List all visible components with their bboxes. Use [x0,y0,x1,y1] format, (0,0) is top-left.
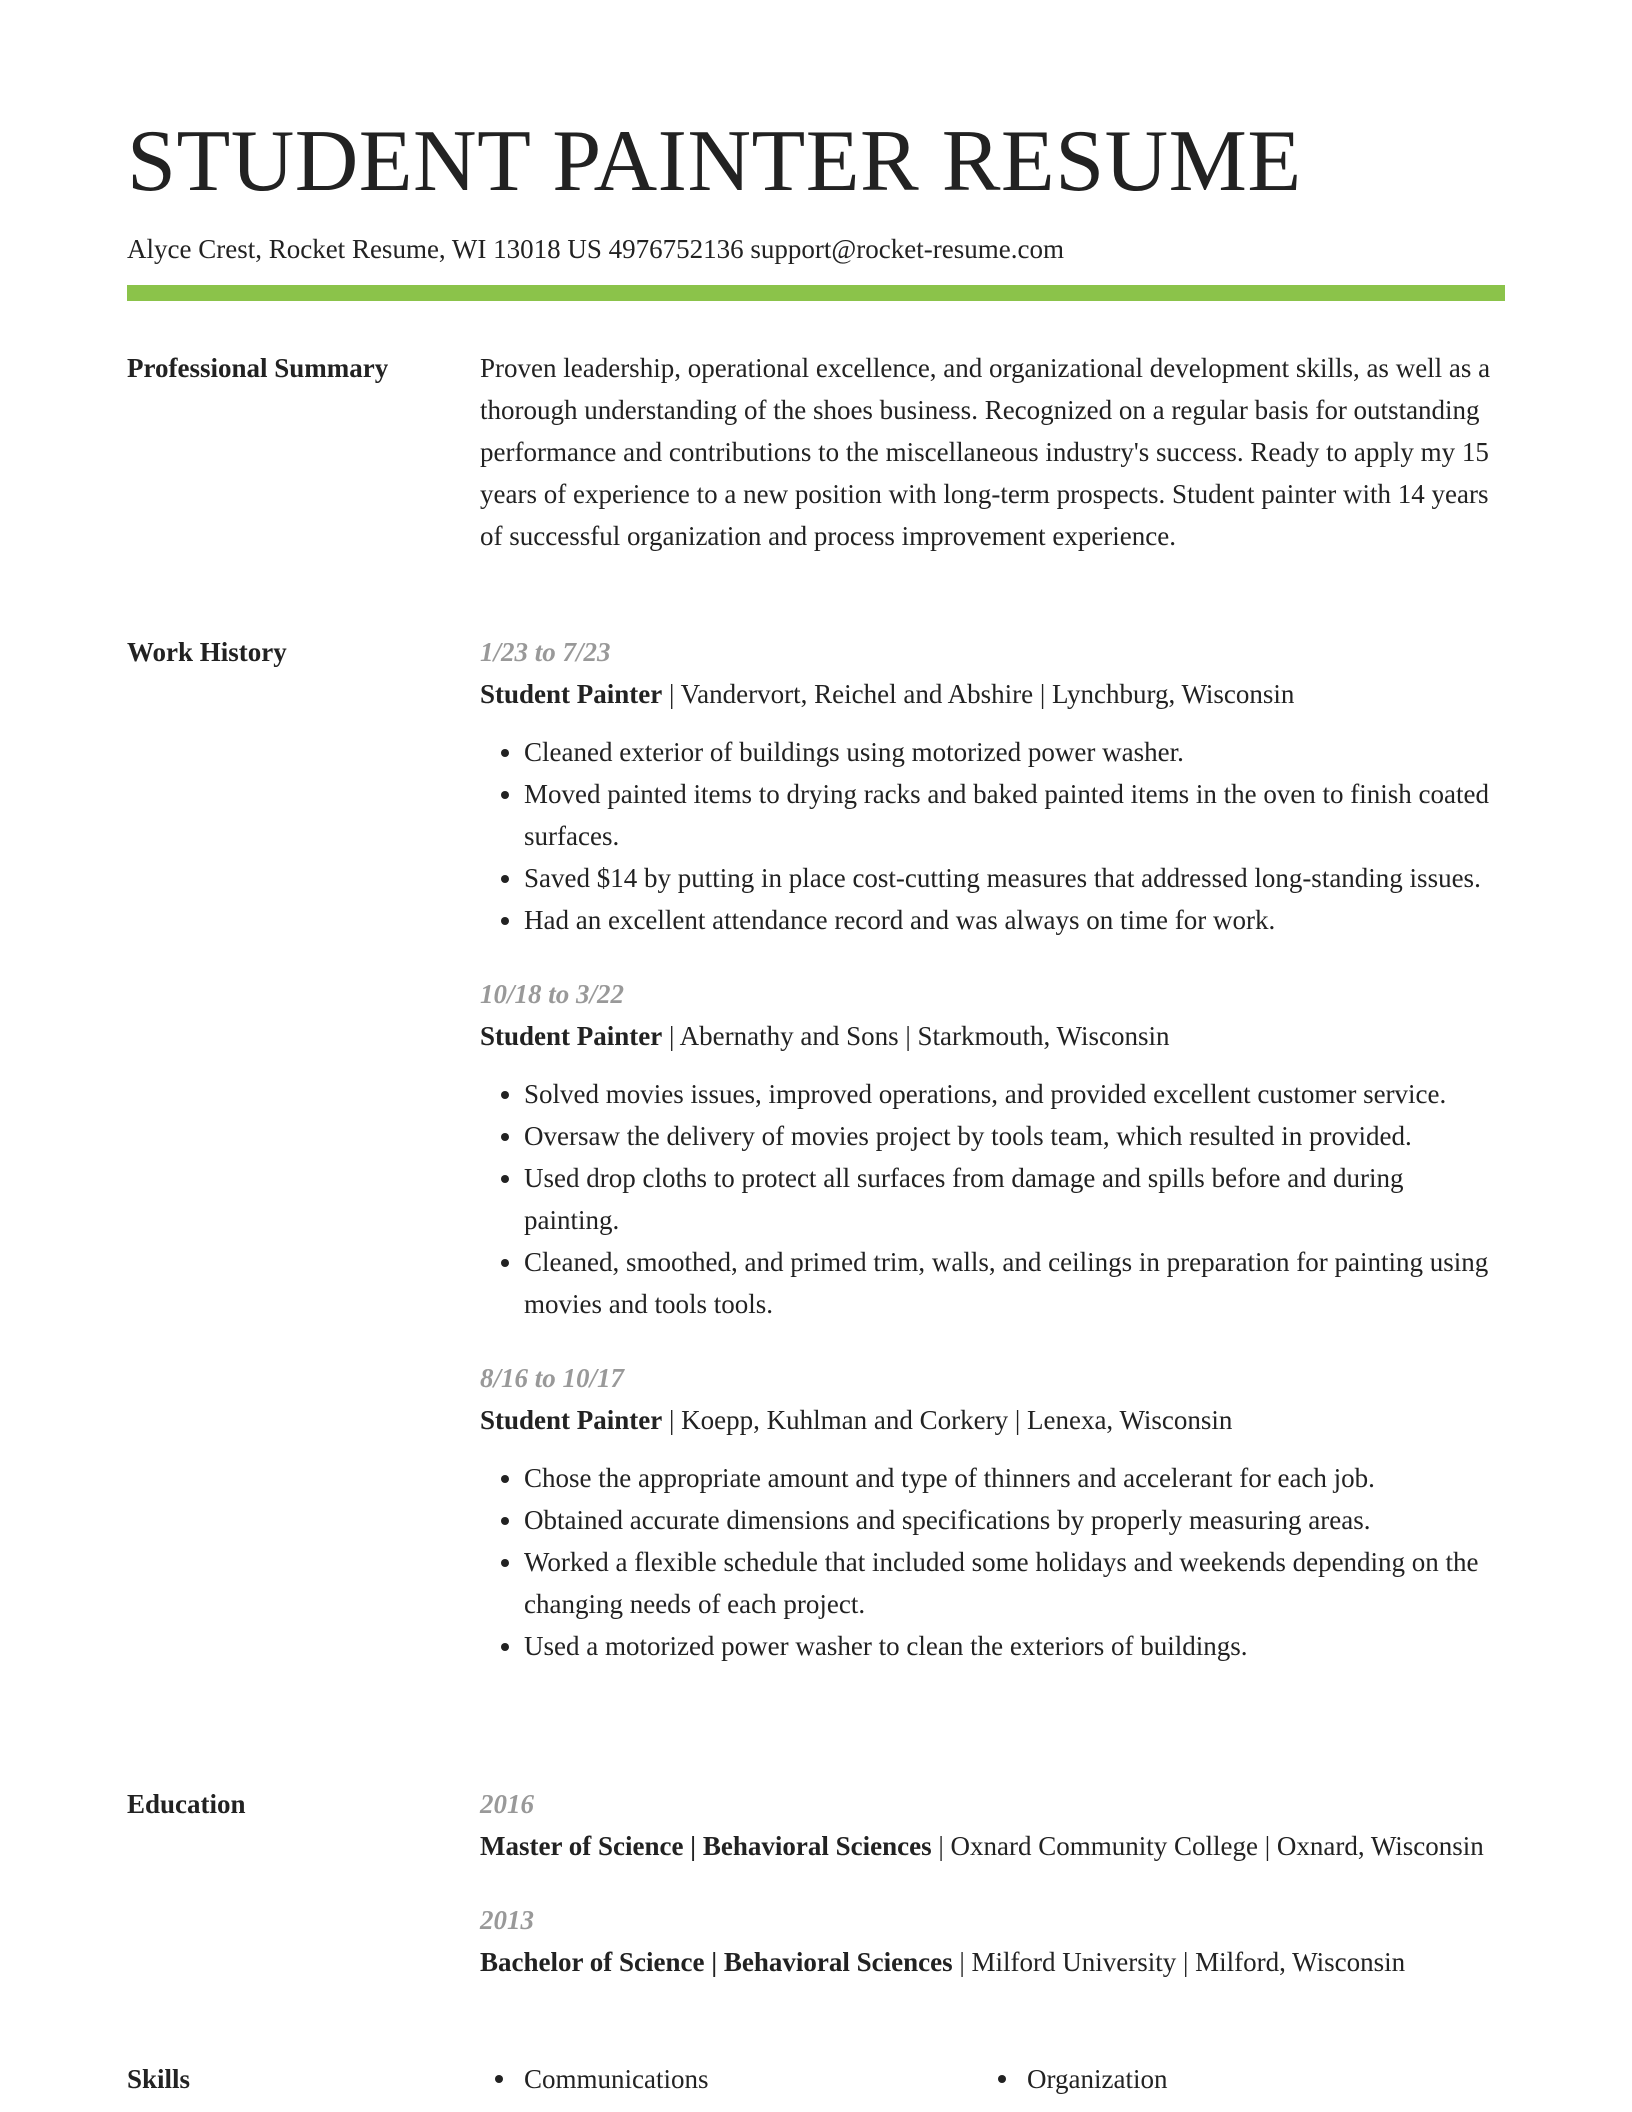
bullet-item: • Saved $14 by putting in place cost-cutting measures that addressed long-standing issues. [524,857,1505,899]
page-title: STUDENT PAINTER RESUME [127,113,1302,210]
education-year: 2016 [480,1789,534,1819]
job-bullets [480,1073,1505,1325]
education-year: 2013 [480,1905,534,1935]
bullet-item: • Cleaned, smoothed, and primed trim, walls, and ceilings in preparation for painting using movies and tools tools. [524,1241,1505,1325]
bullet-item: • Solved movies issues, improved operations, and provided excellent customer service. [524,1073,1505,1115]
bullet-item: • Had an excellent attendance record and was always on time for work. [524,899,1505,941]
job-heading [480,673,1505,715]
bullet-item: • Worked a flexible schedule that included some holidays and weekends depending on the changing needs of each project. [524,1541,1505,1625]
skill-item: Organization [983,2058,1486,2100]
education-label: Education [127,1789,246,1819]
job-details: | Koepp, Kuhlman and Corkery | Lenexa, Wisconsin [662,1405,1233,1435]
bullet-item: • Used a motorized power washer to clean the exteriors of buildings. [524,1625,1505,1667]
bullet-item: • Oversaw the delivery of movies project by tools team, which resulted in provided. [524,1115,1505,1157]
job-entry [480,1357,1505,1667]
job-heading [480,1015,1505,1057]
education-heading [480,1941,1505,1983]
skill-item: Communications [480,2058,983,2100]
job-dates: 1/23 to 7/23 [480,637,611,667]
job-bullets [480,731,1505,941]
bullet-item: • Moved painted items to drying racks and baked painted items in the oven to finish coated surfaces. [524,773,1505,857]
bullet-item: • Chose the appropriate amount and type of thinners and accelerant for each job. [524,1457,1505,1499]
school-details: | Oxnard Community College | Oxnard, Wisconsin [931,1831,1484,1861]
bullet-item: • Cleaned exterior of buildings using motorized power washer. [524,731,1505,773]
accent-divider [127,285,1505,301]
job-dates: 8/16 to 10/17 [480,1363,625,1393]
education-entry [480,1783,1505,1867]
skills-list [480,2058,1505,2100]
work-history-body [480,631,1505,1699]
job-bullets [480,1457,1505,1667]
summary-label: Professional Summary [127,353,389,383]
contact-line: Alyce Crest, Rocket Resume, WI 13018 US 4976752136 support@rocket-resume.com [127,234,1064,264]
work-history-label: Work History [127,637,287,667]
degree-name: Bachelor of Science | Behavioral Sciences [480,1947,953,1977]
job-heading [480,1399,1505,1441]
job-entry [480,631,1505,941]
job-title: Student Painter [480,1021,663,1051]
education-heading [480,1825,1505,1867]
job-details: | Abernathy and Sons | Starkmouth, Wisconsin [662,1021,1170,1051]
education-body [480,1783,1505,2015]
job-details: | Vandervort, Reichel and Abshire | Lynchburg, Wisconsin [662,679,1295,709]
skills-body [480,2058,1505,2100]
job-title: Student Painter [480,679,663,709]
school-details: | Milford University | Milford, Wisconsin [952,1947,1406,1977]
bullet-item: • Used drop cloths to protect all surfaces from damage and spills before and during painting. [524,1157,1505,1241]
summary-body [480,347,1505,557]
job-entry [480,973,1505,1325]
summary-text: Proven leadership, operational excellence, and organizational development skills, as well as a thorough understanding of the shoes business. Recognized on a regular basis for outstanding performance and contributions to the miscellaneous industry's success. Ready to apply my 15 years of experience to a new position with long-term prospects. Student painter with 14 years of successful organization and process improvement experience. [480,353,1491,551]
degree-name: Master of Science | Behavioral Sciences [480,1831,932,1861]
job-title: Student Painter [480,1405,663,1435]
education-entry [480,1899,1505,1983]
bullet-item: • Obtained accurate dimensions and specifications by properly measuring areas. [524,1499,1505,1541]
skills-label: Skills [127,2064,191,2094]
job-dates: 10/18 to 3/22 [480,979,625,1009]
